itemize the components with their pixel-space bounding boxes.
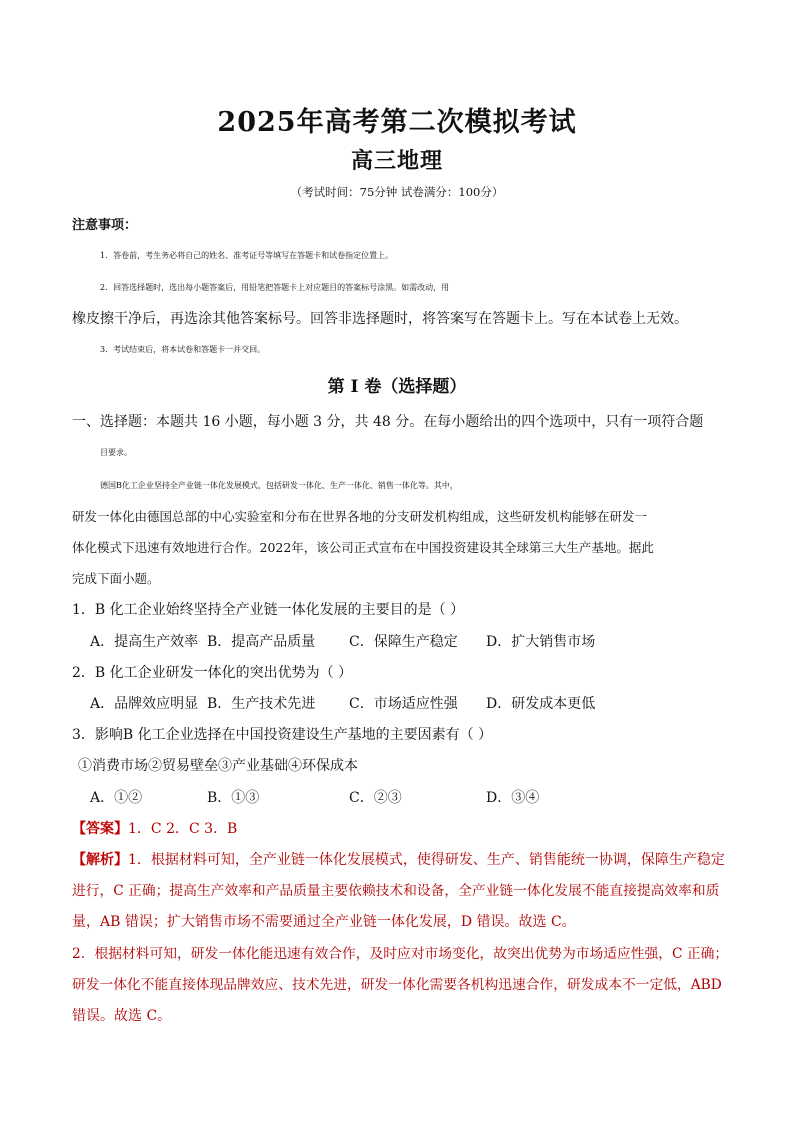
section-title: 第 I 卷（选择题）	[327, 377, 467, 397]
notice-item: 1．答卷前，考生务必将自己的姓名、准考证号等填写在答题卡和试卷指定位置上。	[100, 251, 394, 260]
question-option: D．研发成本更低	[486, 696, 596, 712]
question-stem: 1．B 化工企业始终坚持全产业链一体化发展的主要目的是（ ）	[72, 602, 465, 618]
section-instruction: 目要求。	[100, 448, 132, 457]
passage-line: 体化模式下迅速有效地进行合作。2022年，该公司正式宣布在中国投资建设其全球第三大生产基地。据此	[72, 540, 654, 555]
question-option: D．扩大销售市场	[486, 634, 596, 650]
analysis-text: 错误。故选 C。	[72, 1008, 172, 1024]
analysis-text: 2．根据材料可知，研发一体化能迅速有效合作，及时应对市场变化，故突出优势为市场适应性强，C 正确；	[72, 946, 729, 962]
section-instruction: 一、选择题：本题共 16 小题，每小题 3 分，共 48 分。在每小题给出的四个选项中，只有一项符合题	[72, 414, 704, 430]
question-option: C．②③	[349, 790, 402, 806]
question-option: A．品牌效应明显	[90, 696, 199, 712]
question-option: C．市场适应性强	[349, 696, 458, 712]
analysis-text: 量，AB 错误；扩大销售市场不需要通过全产业链一体化发展，D 错误。故选 C。	[72, 914, 576, 930]
question-option: B．生产技术先进	[207, 696, 316, 712]
exam-subject: 高三地理	[350, 148, 443, 174]
passage-line: 完成下面小题。	[72, 571, 160, 586]
question-option: B．①③	[207, 790, 260, 806]
question-stem: 2．B 化工企业研发一体化的突出优势为（ ）	[72, 665, 353, 681]
question-option: D．③④	[486, 790, 540, 806]
answer-text: 1．C 2．C 3．B	[128, 821, 238, 837]
question-subitems: ①消费市场②贸易壁垒③产业基础④环保成本	[78, 758, 358, 774]
passage-line: 德国B化工企业坚持全产业链一体化发展模式，包括研发一体化、生产一体化、销售一体化等。其中，	[100, 481, 458, 490]
question-option: B．提高产品质量	[207, 634, 316, 650]
analysis-label: 【解析】	[72, 852, 128, 868]
notice-item: 3．考试结束后，将本试卷和答题卡一并交回。	[100, 345, 266, 354]
answer-line	[72, 819, 724, 839]
passage-line: 研发一体化由德国总部的中心实验室和分布在世界各地的分支研发机构组成，这些研发机构能够在研发一	[72, 509, 648, 524]
question-option: C．保障生产稳定	[349, 634, 458, 650]
analysis-text: 进行，C 正确；提高生产效率和产品质量主要依赖技术和设备，全产业链一体化发展不能直接提高效率和质	[72, 883, 720, 899]
question-stem: 3．影响B 化工企业选择在中国投资建设生产基地的主要因素有（ ）	[72, 727, 493, 743]
notice-item: 橡皮擦干净后，再选涂其他答案标号。回答非选择题时，将答案写在答题卡上。写在本试卷上无效。	[72, 311, 688, 327]
notice-item: 2．回答选择题时，选出每小题答案后，用铅笔把答题卡上对应题目的答案标号涂黑。如需改动，用	[100, 283, 450, 292]
answer-label: 【答案】	[72, 821, 128, 837]
exam-title: 2025年高考第二次模拟考试	[217, 107, 577, 138]
question-option: A．提高生产效率	[90, 634, 199, 650]
notice-heading: 注意事项：	[72, 218, 138, 233]
analysis-text: 1．根据材料可知，全产业链一体化发展模式，使得研发、生产、销售能统一协调，保障生产稳定	[128, 852, 725, 868]
analysis-text: 研发一体化不能直接体现品牌效应、技术先进，研发一体化需要各机构迅速合作，研发成本不一定低，ABD	[72, 977, 722, 993]
question-option: A．①②	[90, 790, 143, 806]
analysis-line	[72, 850, 724, 870]
exam-meta: （考试时间：75分钟 试卷满分：100分）	[290, 185, 504, 199]
